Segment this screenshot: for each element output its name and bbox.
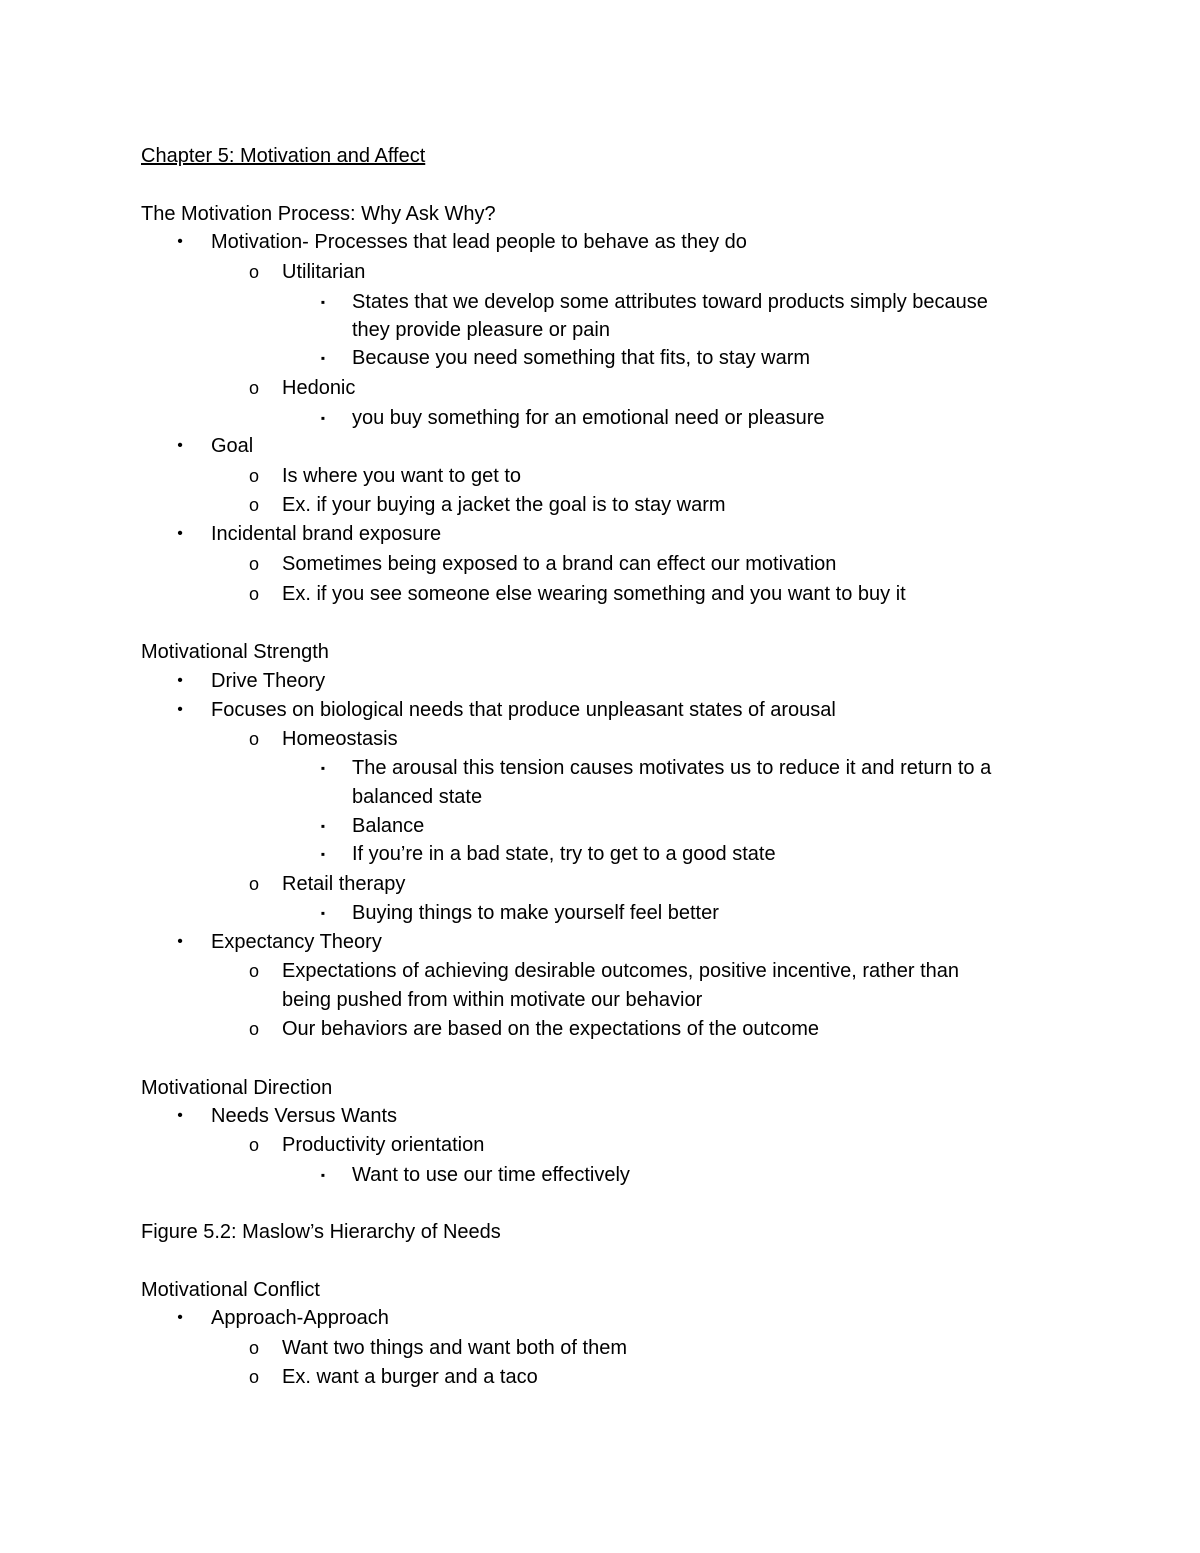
list-item-continuation: being pushed from within motivate our behavior: [282, 989, 703, 1011]
bullet-level1: •: [177, 701, 183, 718]
bullet-level2: o: [248, 729, 259, 749]
list-item: Homeostasis: [282, 728, 398, 750]
bullet-level2: o: [248, 961, 259, 981]
list-item: Needs Versus Wants: [211, 1105, 398, 1127]
bullet-level2: o: [248, 495, 259, 515]
list-item: Approach-Approach: [211, 1307, 389, 1329]
list-item-continuation: they provide pleasure or pain: [352, 319, 610, 341]
bullet-level1: •: [177, 233, 183, 250]
bullet-level1: •: [177, 1107, 183, 1124]
bullet-level2: o: [248, 466, 259, 486]
list-item: The arousal this tension causes motivates us to reduce it and return to a: [352, 757, 992, 779]
bullet-level3: ▪: [320, 847, 326, 861]
bullet-level3: ▪: [320, 295, 326, 309]
list-item: you buy something for an emotional need or pleasure: [352, 407, 825, 429]
bullet-level3: ▪: [320, 411, 326, 425]
document-title: Chapter 5: Motivation and Affect: [141, 145, 426, 167]
bullet-level2: o: [248, 874, 259, 894]
list-item: States that we develop some attributes toward products simply because: [352, 291, 988, 313]
bullet-level2: o: [248, 554, 259, 574]
list-item: Is where you want to get to: [282, 465, 522, 487]
bullet-level2: o: [248, 584, 259, 604]
list-item: If you’re in a bad state, try to get to a good state: [352, 843, 776, 865]
list-item: Expectancy Theory: [211, 931, 382, 953]
section-heading-motivation-process: The Motivation Process: Why Ask Why?: [141, 203, 496, 225]
list-item: Utilitarian: [282, 261, 366, 283]
list-item: Balance: [352, 815, 425, 837]
bullet-level1: •: [177, 933, 183, 950]
bullet-level3: ▪: [320, 1168, 326, 1182]
bullet-level2: o: [248, 378, 259, 398]
bullet-level2: o: [248, 1135, 259, 1155]
bullet-level1: •: [177, 437, 183, 454]
list-item: Our behaviors are based on the expectations of the outcome: [282, 1018, 820, 1040]
list-item: Ex. want a burger and a taco: [282, 1366, 538, 1388]
list-item: Hedonic: [282, 377, 356, 399]
list-item: Because you need something that fits, to stay warm: [352, 347, 811, 369]
list-item: Retail therapy: [282, 873, 406, 895]
list-item: Ex. if you see someone else wearing something and you want to buy it: [282, 583, 906, 605]
figure-heading: Figure 5.2: Maslow’s Hierarchy of Needs: [141, 1221, 501, 1243]
section-heading-motivational-conflict: Motivational Conflict: [141, 1279, 320, 1301]
list-item: Productivity orientation: [282, 1134, 485, 1156]
list-item: Want two things and want both of them: [282, 1337, 628, 1359]
bullet-level3: ▪: [320, 906, 326, 920]
list-item: Sometimes being exposed to a brand can effect our motivation: [282, 553, 837, 575]
list-item: Expectations of achieving desirable outcomes, positive incentive, rather than: [282, 960, 960, 982]
bullet-level2: o: [248, 262, 259, 282]
section-heading-motivational-strength: Motivational Strength: [141, 641, 329, 663]
list-item: Goal: [211, 435, 254, 457]
bullet-level2: o: [248, 1019, 259, 1039]
bullet-level2: o: [248, 1338, 259, 1358]
bullet-level1: •: [177, 1309, 183, 1326]
bullet-level3: ▪: [320, 819, 326, 833]
bullet-level3: ▪: [320, 761, 326, 775]
bullet-level2: o: [248, 1367, 259, 1387]
list-item-continuation: balanced state: [352, 786, 483, 808]
bullet-level1: •: [177, 672, 183, 689]
list-item: Motivation- Processes that lead people to behave as they do: [211, 231, 747, 253]
list-item: Want to use our time effectively: [352, 1164, 630, 1186]
section-heading-motivational-direction: Motivational Direction: [141, 1077, 333, 1099]
list-item: Drive Theory: [211, 670, 326, 692]
list-item: Buying things to make yourself feel better: [352, 902, 719, 924]
list-item: Focuses on biological needs that produce unpleasant states of arousal: [211, 699, 836, 721]
list-item: Incidental brand exposure: [211, 523, 442, 545]
bullet-level3: ▪: [320, 351, 326, 365]
list-item: Ex. if your buying a jacket the goal is to stay warm: [282, 494, 726, 516]
bullet-level1: •: [177, 525, 183, 542]
